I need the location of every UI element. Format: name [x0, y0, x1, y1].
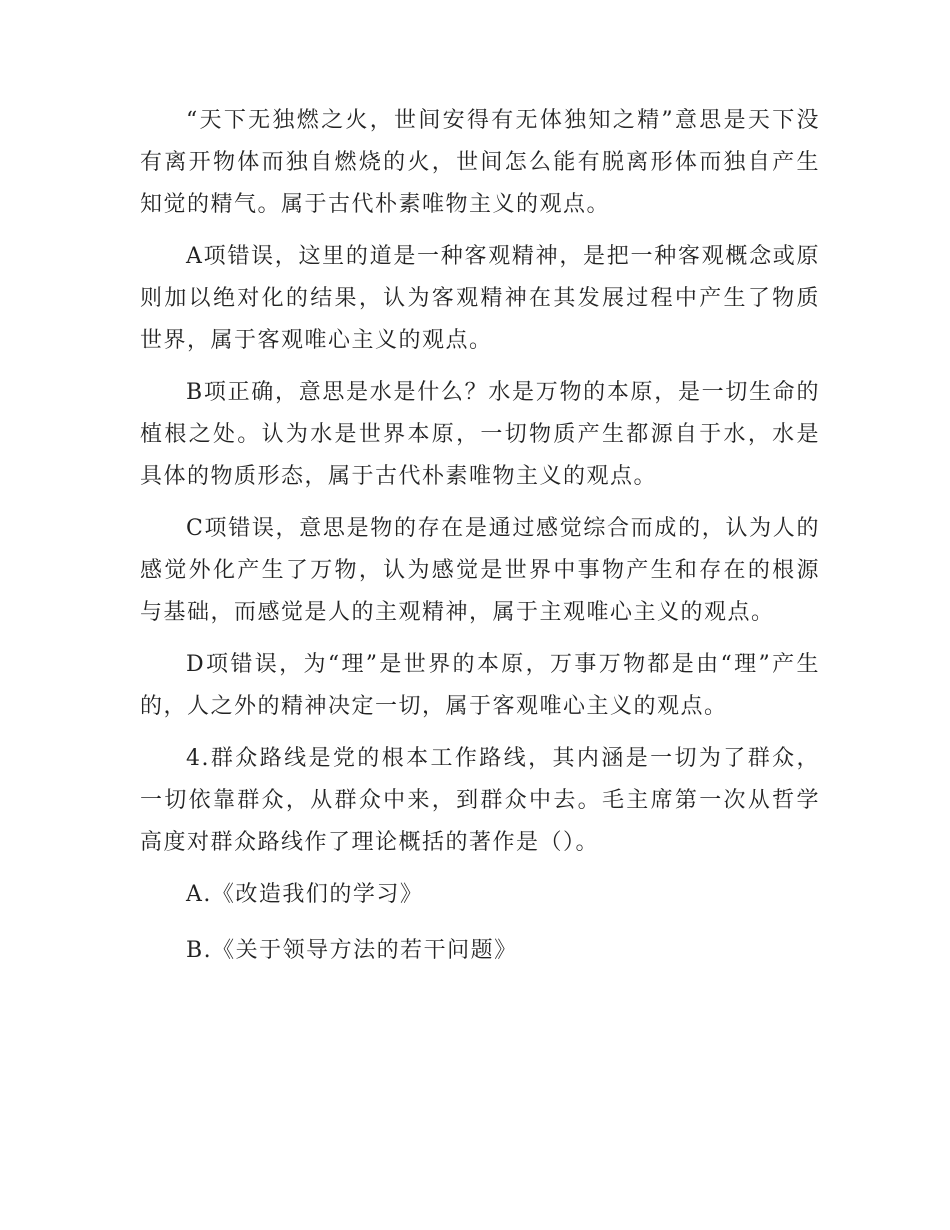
- analysis-paragraph-option-b: B项正确，意思是水是什么？水是万物的本原，是一切生命的植根之处。认为水是世界本原，一切物质产生都源自于水，水是具体的物质形态，属于古代朴素唯物主义的观点。: [140, 380, 820, 489]
- question-4-stem: 4.群众路线是党的根本工作路线，其内涵是一切为了群众，一切依靠群众，从群众中来，到群众中去。毛主席第一次从哲学高度对群众路线作了理论概括的著作是（）。: [140, 746, 820, 855]
- question-4-option-a: A.《改造我们的学习》: [186, 882, 424, 907]
- analysis-paragraph-option-c: C项错误，意思是物的存在是通过感觉综合而成的，认为人的感觉外化产生了万物，认为感觉是世界中事物产生和存在的根源与基础，而感觉是人的主观精神，属于主观唯心主义的观点。: [140, 516, 820, 625]
- question-4-option-b: B.《关于领导方法的若干问题》: [186, 938, 518, 963]
- analysis-paragraph-option-d: D项错误，为“理”是世界的本原，万事万物都是由“理”产生的，人之外的精神决定一切，属于客观唯心主义的观点。: [140, 652, 820, 719]
- document-page: [140, 100, 820, 986]
- analysis-paragraph-intro: “天下无独燃之火，世间安得有无体独知之精”意思是天下没有离开物体而独自燃烧的火，世间怎么能有脱离形体而独自产生知觉的精气。属于古代朴素唯物主义的观点。: [140, 108, 820, 217]
- analysis-paragraph-option-a: A项错误，这里的道是一种客观精神，是把一种客观概念或原则加以绝对化的结果，认为客观精神在其发展过程中产生了物质世界，属于客观唯心主义的观点。: [140, 244, 820, 353]
